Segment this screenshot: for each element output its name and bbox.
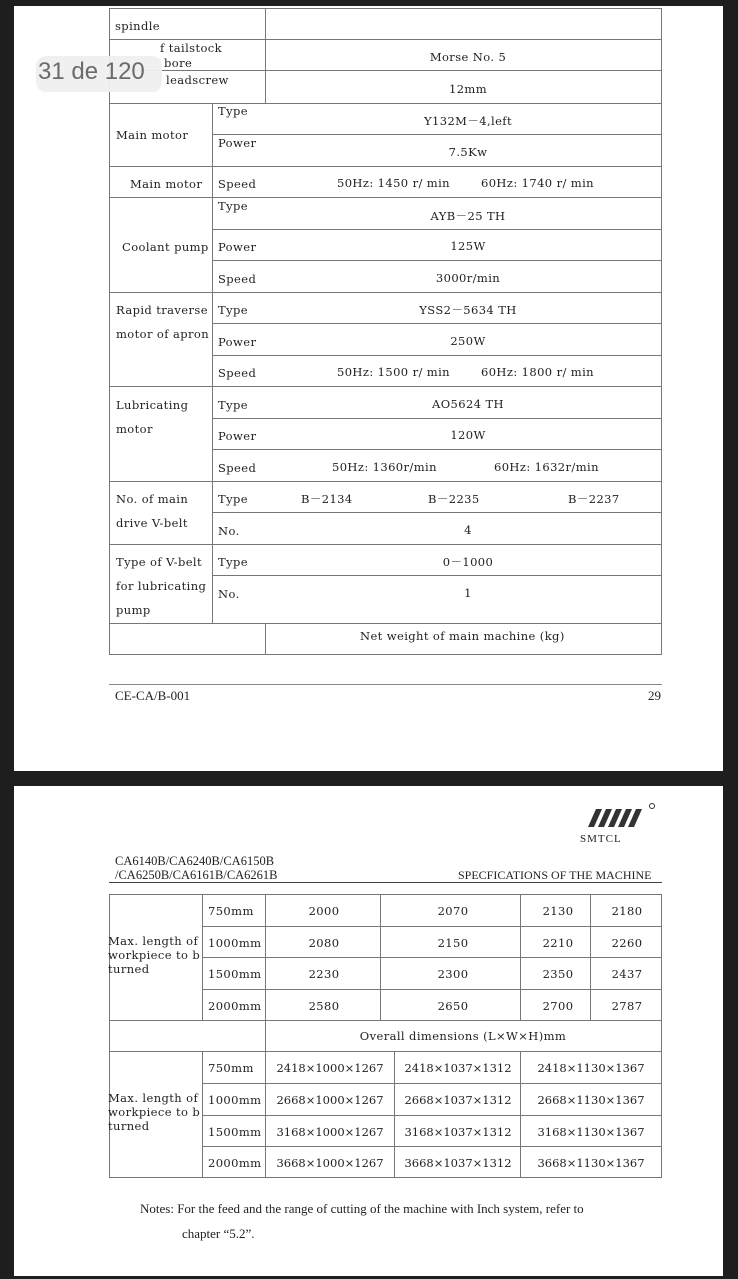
weight-cell: 2210 [542, 936, 574, 950]
table-line [109, 8, 662, 9]
label-no: No. [218, 524, 240, 538]
notes-line-2: chapter “5.2”. [182, 1226, 255, 1241]
footer-rule [109, 684, 662, 685]
table-line [520, 894, 521, 1021]
value-vbelt-type-b: B－2235 [428, 492, 480, 506]
value-coolant-type: AYB－25 TH [430, 209, 506, 223]
table-line [202, 894, 203, 1021]
value-lub-speed-60: 60Hz: 1632r/min [494, 460, 599, 474]
label-turned: turned [108, 1119, 150, 1133]
dims-cell: 3668×1000×1267 [276, 1156, 384, 1170]
model-line-1: CA6140B/CA6240B/CA6150B [115, 854, 275, 868]
label-max-length: Max. length of [108, 1091, 199, 1105]
table-line [109, 166, 662, 167]
dims-cell: 2418×1000×1267 [276, 1061, 384, 1075]
weight-cell: 2437 [611, 967, 643, 981]
dims-row-length: 1000mm [208, 1093, 262, 1107]
table-line [394, 1051, 395, 1178]
value-lub-type: AO5624 TH [432, 397, 504, 411]
table-line [202, 1083, 662, 1084]
label-speed: Speed [218, 366, 257, 380]
table-line [109, 623, 662, 624]
dims-cell: 2668×1130×1367 [537, 1093, 645, 1107]
table-line [109, 386, 662, 387]
notes-line-1: Notes: For the feed and the range of cutting of the machine with Inch system, refer to [140, 1201, 584, 1216]
value-rapid-type: YSS2－5634 TH [419, 303, 517, 317]
weight-row-length: 1500mm [208, 967, 262, 981]
label-pump: pump [116, 603, 151, 617]
weight-cell: 2000 [308, 904, 340, 918]
label-power: Power [218, 136, 257, 150]
weight-cell: 2080 [308, 936, 340, 950]
table-line [202, 1051, 203, 1178]
dims-row-length: 1500mm [208, 1125, 262, 1139]
table-line [212, 229, 662, 230]
weight-cell: 2150 [437, 936, 469, 950]
dims-row-length: 2000mm [208, 1156, 262, 1170]
weight-cell: 2230 [308, 967, 340, 981]
title-rule [109, 882, 662, 883]
table-line [520, 1051, 521, 1178]
table-line [212, 449, 662, 450]
label-power: Power [218, 240, 257, 254]
table-line [265, 623, 266, 655]
label-type: Type [218, 104, 248, 118]
document-code: CE-CA/B-001 [115, 688, 191, 703]
label-lub-motor: motor [116, 422, 153, 436]
table-line [109, 197, 662, 198]
label-type: Type [218, 492, 248, 506]
label-bore: bore [164, 56, 193, 70]
label-coolant-pump: Coolant pump [122, 240, 209, 254]
label-spindle: spindle [115, 19, 160, 33]
label-no: No. [218, 587, 240, 601]
table-line [109, 70, 662, 71]
value-rapid-speed-50: 50Hz: 1500 r/ min [337, 365, 450, 379]
table-line [109, 8, 110, 655]
value-coolant-speed: 3000r/min [435, 271, 501, 285]
weight-row-length: 2000mm [208, 999, 262, 1013]
model-line-2: /CA6250B/CA6161B/CA6261B [115, 868, 278, 882]
label-rapid-traverse: Rapid traverse [116, 303, 208, 317]
spec-title: SPECFICATIONS OF THE MACHINE [458, 868, 652, 882]
value-coolant-power: 125W [450, 239, 486, 253]
label-type: Type [218, 398, 248, 412]
value-main-motor-type: Y132M－4,left [424, 114, 512, 128]
label-main-motor-speed: Main motor [130, 177, 203, 191]
label-speed: Speed [218, 272, 257, 286]
label-tailstock: f tailstock [160, 41, 223, 55]
value-main-motor-power: 7.5Kw [448, 145, 488, 159]
table-line [212, 103, 213, 623]
weight-cell: 2350 [542, 967, 574, 981]
dims-row-length: 750mm [208, 1061, 254, 1075]
label-power: Power [218, 429, 257, 443]
dims-cell: 3168×1000×1267 [276, 1125, 384, 1139]
table-line [212, 134, 662, 135]
value-rapid-power: 250W [450, 334, 486, 348]
page-indicator: 31 de 120 [38, 58, 145, 85]
label-type: Type [218, 199, 248, 213]
label-motor-of-apron: motor of apron [116, 327, 210, 341]
weight-cell: 2180 [611, 904, 643, 918]
value-lub-power: 120W [450, 428, 486, 442]
table-line [109, 292, 662, 293]
label-for-lubricating: for lubricating [116, 579, 207, 593]
dims-cell: 3668×1130×1367 [537, 1156, 645, 1170]
dims-cell: 2668×1000×1267 [276, 1093, 384, 1107]
label-power: Power [218, 335, 257, 349]
table-line [661, 8, 662, 655]
table-line [202, 957, 662, 958]
page-number: 29 [648, 688, 661, 703]
table-line [265, 894, 266, 1021]
dims-cell: 2418×1130×1367 [537, 1061, 645, 1075]
value-leadscrew: 12mm [448, 82, 488, 96]
label-no-of-main: No. of main [116, 492, 189, 506]
label-speed: Speed [218, 461, 257, 475]
label-leadscrew: leadscrew [166, 73, 229, 87]
label-workpiece: workpiece to b [108, 948, 201, 962]
label-speed: Speed [218, 177, 257, 191]
weight-cell: 2650 [437, 999, 469, 1013]
value-main-motor-speed-50: 50Hz: 1450 r/ min [337, 176, 450, 190]
value-vbelt-type-c: B－2237 [568, 492, 620, 506]
dims-cell: 2668×1037×1312 [404, 1093, 512, 1107]
label-workpiece: workpiece to b [108, 1105, 201, 1119]
dims-cell: 3668×1037×1312 [404, 1156, 512, 1170]
label-type: Type [218, 303, 248, 317]
table-line [109, 1177, 662, 1178]
table-line [380, 894, 381, 1021]
dims-cell: 3168×1130×1367 [537, 1125, 645, 1139]
table-line [109, 544, 662, 545]
table-line [265, 1051, 266, 1178]
label-lubricating: Lubricating [116, 398, 189, 412]
table-line [202, 926, 662, 927]
value-morse: Morse No. 5 [429, 50, 507, 64]
table-line [212, 355, 662, 356]
smtcl-logo-text: SMTCL [580, 833, 622, 845]
table-line [590, 894, 591, 1021]
table-line [265, 1020, 266, 1052]
label-type-of-vbelt: Type of V-belt [116, 555, 203, 569]
dims-cell: 3168×1037×1312 [404, 1125, 512, 1139]
weight-cell: 2260 [611, 936, 643, 950]
label-type: Type [218, 555, 248, 569]
table-line [202, 989, 662, 990]
value-main-motor-speed-60: 60Hz: 1740 r/ min [481, 176, 594, 190]
label-main-motor: Main motor [116, 128, 189, 142]
table-line [212, 512, 662, 513]
document-page-30 [14, 786, 723, 1276]
dims-cell: 2418×1037×1312 [404, 1061, 512, 1075]
value-vbelt-type-a: B－2134 [301, 492, 353, 506]
weight-cell: 2130 [542, 904, 574, 918]
weight-cell: 2070 [437, 904, 469, 918]
table-line [109, 103, 662, 104]
table-line [212, 323, 662, 324]
document-page-29 [14, 6, 723, 771]
table-line [212, 418, 662, 419]
table-line [212, 260, 662, 261]
table-line [109, 39, 662, 40]
table-line [212, 575, 662, 576]
net-weight-heading: Net weight of main machine (kg) [360, 629, 565, 643]
value-lubbelt-no: 1 [464, 586, 472, 600]
table-line [202, 1115, 662, 1116]
value-lub-speed-50: 50Hz: 1360r/min [332, 460, 437, 474]
table-line [109, 1020, 662, 1021]
label-max-length: Max. length of [108, 934, 199, 948]
weight-cell: 2300 [437, 967, 469, 981]
table-line [109, 1051, 662, 1052]
value-lubbelt-type: 0－1000 [442, 555, 494, 569]
table-line [265, 8, 266, 103]
table-line [109, 894, 662, 895]
weight-cell: 2580 [308, 999, 340, 1013]
label-turned: turned [108, 962, 150, 976]
table-line [109, 654, 662, 655]
weight-row-length: 750mm [208, 904, 254, 918]
overall-dimensions-heading: Overall dimensions (L×W×H)mm [359, 1029, 567, 1043]
weight-row-length: 1000mm [208, 936, 262, 950]
table-line [661, 894, 662, 1178]
value-vbelt-no: 4 [464, 523, 472, 537]
table-line [202, 1146, 662, 1147]
label-drive-vbelt: drive V-belt [116, 516, 188, 530]
weight-cell: 2787 [611, 999, 643, 1013]
table-line [109, 481, 662, 482]
weight-cell: 2700 [542, 999, 574, 1013]
value-rapid-speed-60: 60Hz: 1800 r/ min [481, 365, 594, 379]
